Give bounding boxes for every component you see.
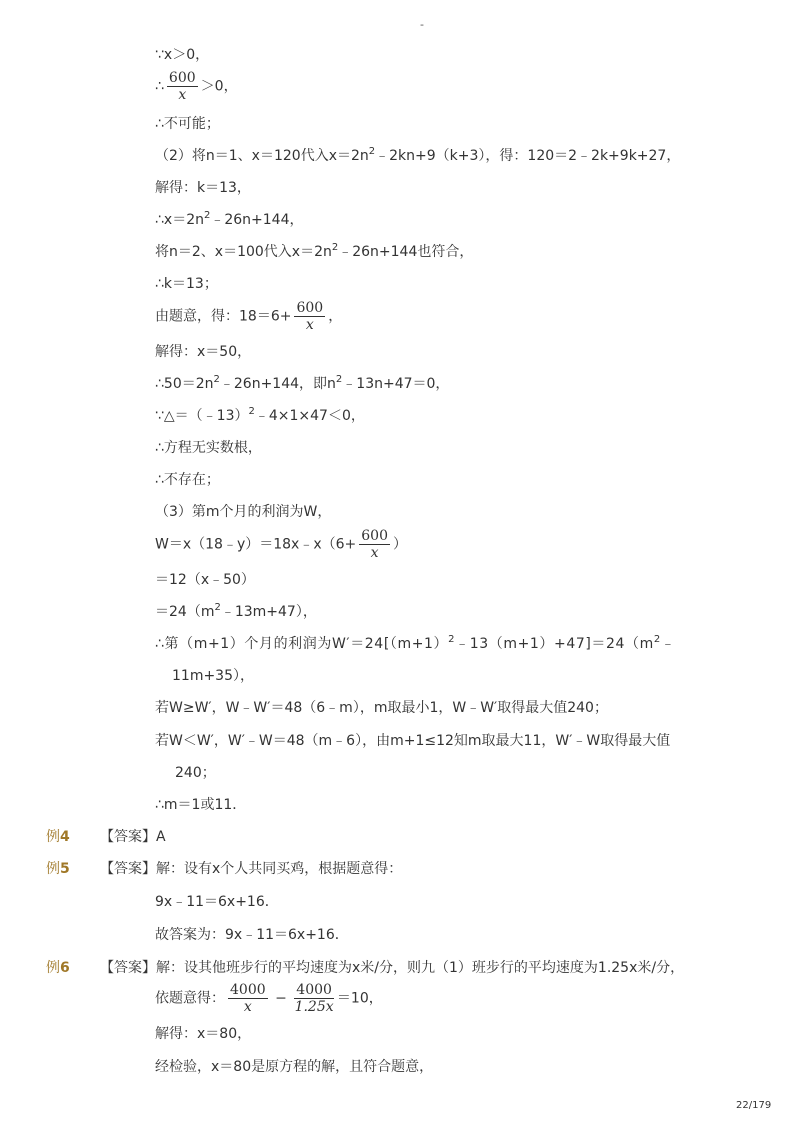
answer-line: 故答案为：9x﹣11＝6x+16．: [155, 927, 349, 943]
solution-line: W＝x（18﹣y）＝18x﹣x（6+ $\frac{600}{x}$ ）: [155, 528, 407, 561]
fraction: $\frac{600}{x}$: [296, 300, 324, 333]
solution-line: 解得：k＝13，: [155, 180, 251, 196]
solution-line: （3）第m个月的利润为W，: [155, 504, 332, 520]
answer-line: 9x﹣11＝6x+16．: [155, 894, 279, 910]
example-label: 例6: [46, 960, 70, 976]
solution-line: ＝12（x﹣50）: [155, 572, 255, 588]
answer-line: 依题意得： $\frac{4000}{x}$ − $\frac{4000}{1.25x}$ ＝10，: [155, 982, 383, 1015]
solution-line: ∴方程无实数根，: [155, 440, 262, 456]
solution-line: ∴不可能；: [155, 116, 220, 132]
solution-line: 若W≥W′，W﹣W′＝48（6﹣m），m取最小1，W﹣W′取得最大值240；: [155, 700, 608, 716]
solution-line: ∴不存在；: [155, 472, 220, 488]
solution-line: 将n＝2、x＝100代入$x=2n^2﹣26n+144$也符合，: [155, 242, 474, 260]
solution-line: 解得：x＝50，: [155, 344, 252, 360]
solution-line: ∵x＞0，: [155, 47, 210, 63]
solution-line: $\therefore 50=2n^2﹣26n+144$，即$n^2﹣13n+47=0$，: [155, 374, 450, 392]
solution-line: 11m+35），: [172, 668, 254, 684]
fraction: $\frac{600}{x}$: [168, 70, 196, 103]
answer-line: 【答案】解：设其他班步行的平均速度为x米/分，则九（1）班步行的平均速度为1.25x米/分，: [100, 960, 685, 976]
solution-line: （2）将n＝1、x＝120代入$x=2n^2﹣2kn+9(k+3)$，得：120＝2﹣2k+9k+27，: [155, 146, 681, 164]
solution-line: ∴k＝13；: [155, 276, 218, 292]
solution-line: 由题意，得：18＝6+ $\frac{600}{x}$ ，: [155, 300, 343, 333]
example-label: 例5: [46, 861, 70, 877]
fraction: $\frac{600}{x}$: [361, 528, 388, 561]
example-label: 例4: [46, 829, 70, 845]
solution-line: ∴m＝1或11．: [155, 797, 247, 813]
solution-line: ∴第（m+1）个月的利润为$W'=24[(m+1)^2﹣13(m+1)+47]=24(m^2﹣$: [155, 634, 676, 652]
solution-line: ∴ $\frac{600}{x}$ ＞0，: [155, 70, 238, 103]
answer-line: 【答案】A: [100, 829, 166, 845]
solution-line: $=24(m^2﹣13m+47)$，: [155, 602, 317, 620]
header-mark: -: [420, 18, 424, 31]
solution-line: ∵△＝（﹣13）$^2$﹣4×1×47＜0，: [155, 406, 365, 424]
answer-line: 【答案】解：设有x个人共同买鸡，根据题意得：: [100, 861, 403, 877]
answer-line: 解得：x＝80，: [155, 1026, 252, 1042]
fraction: $\frac{4000}{1.25x}$: [294, 982, 334, 1015]
page-number: 22/179: [736, 1100, 772, 1111]
fraction: $\frac{4000}{x}$: [230, 982, 266, 1015]
solution-line: $\therefore x=2n^2﹣26n+144$，: [155, 210, 304, 228]
answer-line: 经检验，x＝80是原方程的解，且符合题意，: [155, 1059, 434, 1075]
solution-line: 240；: [175, 765, 216, 781]
solution-line: 若W＜W′，W′﹣W＝48（m﹣6），由m+1≤12知m取最大11，W′﹣W取得最大值: [155, 733, 671, 749]
